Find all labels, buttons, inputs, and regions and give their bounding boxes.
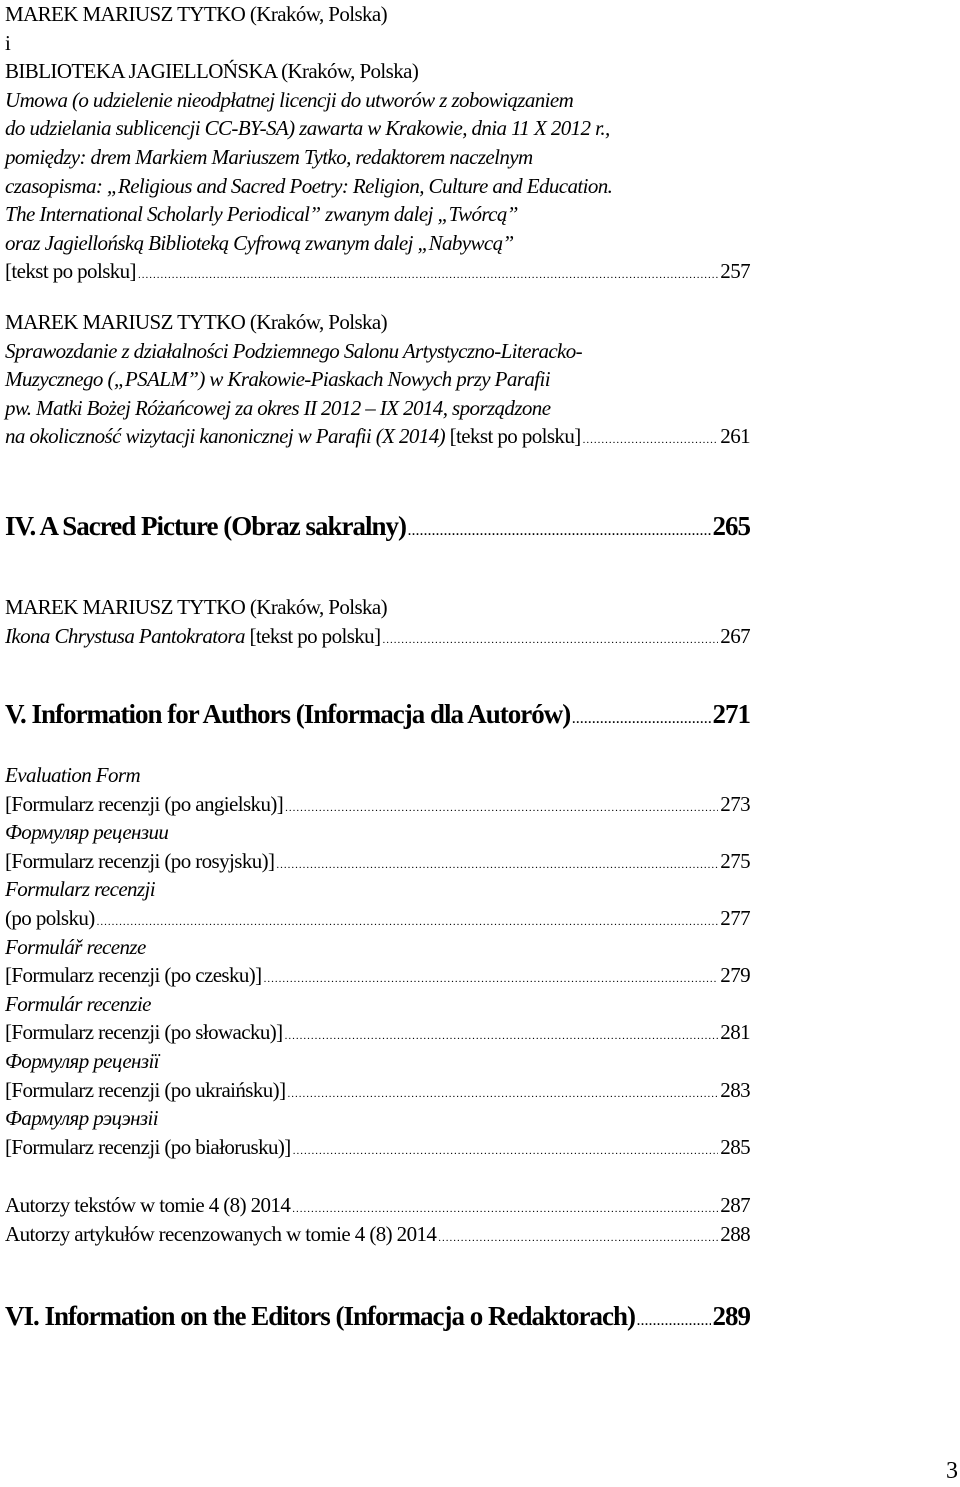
section-title: IV. A Sacred Picture (Obraz sakralny)	[5, 510, 406, 541]
page-ref: 288	[720, 1222, 750, 1246]
dot-leader	[572, 697, 710, 736]
entry-author: MAREK MARIUSZ TYTKO (Kraków, Polska)	[5, 594, 388, 619]
page-ref: 285	[720, 1134, 750, 1159]
page-ref: 261	[720, 424, 750, 449]
entry-title-line: Umowa (o udzielenie nieodpłatnej licencji do utworów z zobowiązaniem	[5, 87, 574, 112]
form-description: (po polsku)	[5, 906, 95, 931]
page-ref: 267	[720, 623, 750, 648]
table-of-contents	[5, 0, 750, 1333]
entry-title-line: Sprawozdanie z działalności Podziemnego Salonu Artystyczno-Literacko-	[5, 338, 583, 363]
page-number: 3	[946, 1458, 958, 1484]
entry-title-line: czasopisma: „Religious and Sacred Poetry: Religion, Culture and Education.	[5, 173, 613, 198]
page-ref: 279	[720, 963, 750, 988]
authors-entry: Autorzy artykułów recenzowanych w tomie 4 (8) 2014	[5, 1222, 437, 1246]
entry-institution: BIBLIOTEKA JAGIELLOŃSKA (Kraków, Polska)	[5, 59, 419, 84]
section-title: V. Information for Authors (Informacja dla Autorów)	[5, 699, 571, 730]
dot-leader	[583, 422, 719, 455]
toc-entry-line[interactable]	[5, 257, 750, 286]
form-title: Formulář recenze	[5, 934, 146, 959]
toc-entry-line[interactable]	[5, 1018, 750, 1047]
entry-title-line: Muzycznego („PSALM”) w Krakowie-Piaskach Nowych przy Parafii	[5, 367, 550, 392]
page-ref: 287	[720, 1193, 750, 1218]
toc-entry-line[interactable]	[5, 904, 750, 933]
entry-author: MAREK MARIUSZ TYTKO (Kraków, Polska)	[5, 309, 388, 334]
page-ref: 275	[720, 848, 750, 873]
toc-entry-line[interactable]	[5, 961, 750, 990]
form-title: Формуляр рецензії	[5, 1049, 159, 1074]
dot-leader	[285, 790, 718, 823]
form-description: [Formularz recenzji (po angielsku)]	[5, 791, 284, 816]
page-ref: 273	[720, 791, 750, 816]
page-ref: 277	[720, 906, 750, 931]
form-description: [Formularz recenzji (po rosyjsku)]	[5, 848, 275, 873]
dot-leader	[264, 961, 719, 994]
form-title: Формуляр рецензии	[5, 820, 169, 845]
dot-leader	[287, 1076, 718, 1109]
entry-title-line: oraz Jagiellońską Biblioteką Cyfrową zwanym dalej „Nabywcą”	[5, 230, 514, 255]
toc-entry-line[interactable]	[5, 622, 750, 651]
entry-language-note: [tekst po polsku]	[244, 623, 381, 648]
page-ref: 289	[712, 1300, 750, 1331]
entry-title-line: do udzielania sublicencji CC-BY-SA) zawarta w Krakowie, dnia 11 X 2012 r.,	[5, 116, 610, 141]
section-title: VI. Information on the Editors (Informacja o Redaktorach)	[5, 1300, 635, 1331]
entry-title-line: The International Scholarly Periodical” zwanym dalej „Twórcą”	[5, 202, 518, 227]
entry-title-line: Ikona Chrystusa Pantokratora	[5, 623, 245, 648]
entry-conjunction: i	[5, 30, 11, 55]
entry-language-note: [tekst po polsku]	[445, 424, 581, 449]
form-title: Formularz recenzji	[5, 877, 155, 902]
dot-leader	[293, 1133, 719, 1166]
authors-entry: Autorzy tekstów w tomie 4 (8) 2014	[5, 1193, 291, 1218]
page-ref: 283	[720, 1077, 750, 1102]
page-ref: 265	[712, 510, 750, 541]
dot-leader	[408, 509, 711, 548]
form-description: [Formularz recenzji (po czesku)]	[5, 963, 262, 988]
entry-title-line: na okoliczność wizytacji kanonicznej w Parafii (X 2014)	[5, 424, 446, 449]
form-title: Formulár recenzie	[5, 991, 151, 1016]
dot-leader	[138, 257, 718, 290]
entry-language-note: [tekst po polsku]	[5, 259, 136, 284]
toc-entry-line[interactable]	[5, 1076, 750, 1105]
dot-leader	[637, 1299, 711, 1338]
toc-entry-line[interactable]	[5, 422, 750, 451]
form-description: [Formularz recenzji (po białorusku)]	[5, 1134, 291, 1159]
form-title: Фармуляр рэцэнзіі	[5, 1106, 158, 1131]
form-description: [Formularz recenzji (po słowacku)]	[5, 1020, 283, 1045]
toc-entry-line[interactable]	[5, 847, 750, 876]
toc-entry-line[interactable]	[5, 1191, 750, 1220]
entry-title-line: pomiędzy: drem Markiem Mariuszem Tytko, redaktorem naczelnym	[5, 144, 533, 169]
toc-entry-line[interactable]	[5, 790, 750, 819]
page-ref: 257	[720, 259, 750, 284]
page-ref: 271	[712, 699, 750, 730]
form-description: [Formularz recenzji (po ukraińsku)]	[5, 1077, 286, 1102]
toc-entry-line[interactable]	[5, 1220, 750, 1249]
form-title: Evaluation Form	[5, 763, 141, 788]
section-heading-v[interactable]	[5, 697, 750, 731]
entry-author: MAREK MARIUSZ TYTKO (Kraków, Polska)	[5, 2, 388, 26]
section-heading-vi[interactable]	[5, 1299, 750, 1333]
dot-leader	[97, 904, 719, 937]
dot-leader	[276, 847, 718, 880]
dot-leader	[285, 1018, 719, 1051]
dot-leader	[382, 622, 718, 655]
dot-leader	[438, 1220, 718, 1253]
entry-title-line: pw. Matki Bożej Różańcowej za okres II 2012 – IX 2014, sporządzone	[5, 395, 551, 420]
toc-entry-line[interactable]	[5, 1133, 750, 1162]
page-ref: 281	[720, 1020, 750, 1045]
section-heading-iv[interactable]	[5, 509, 750, 543]
